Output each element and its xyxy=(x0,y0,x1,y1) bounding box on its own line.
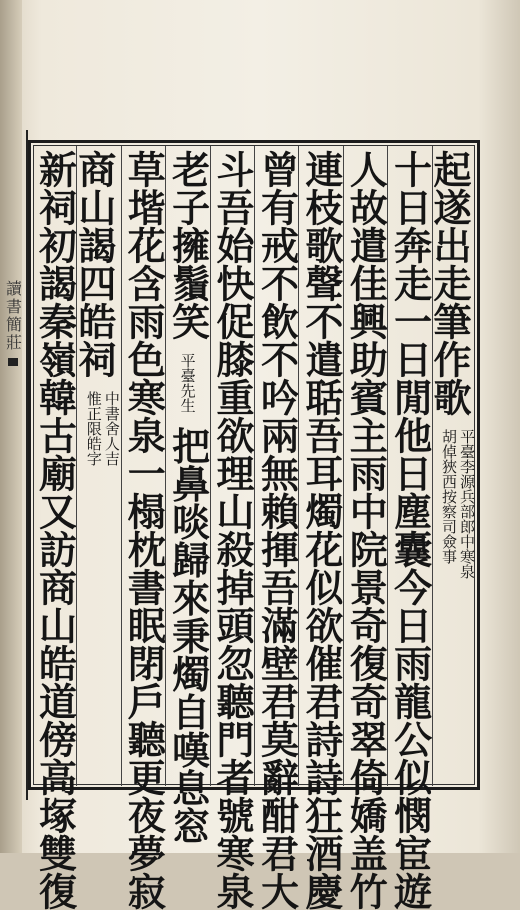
column-main-text: 起遂出走筆作歌 xyxy=(427,150,472,416)
column-main-text: 曾有戒不飲不吟兩無賴揮吾滿壁君莫辭酣君大 xyxy=(254,150,300,910)
text-column-6 xyxy=(210,146,256,910)
text-column-5 xyxy=(254,146,300,910)
column-main-text: 新祠初謁秦嶺韓古廟又訪商山皓道傍高塚雙復 xyxy=(32,150,78,910)
block-center-margin xyxy=(0,130,28,800)
note-line: 惟正限皓字 xyxy=(84,391,103,467)
interlinear-note xyxy=(440,429,476,579)
interlinear-note xyxy=(179,353,197,413)
fish-tail-mark xyxy=(8,358,18,366)
text-column-4 xyxy=(298,146,344,910)
column-main-text: 斗吾始快促膝重欲理山殺掉頭忽聽門者號寒泉 xyxy=(210,150,256,910)
spine-title: 讀書簡莊 xyxy=(3,280,23,352)
text-block xyxy=(32,146,476,910)
column-main-text: 十日奔走一日閒他日塵囊今日雨龍公似憫宦遊 xyxy=(387,150,433,910)
text-column-10 xyxy=(32,146,78,910)
column-main-text: 人故遣佳興助賓主雨中院景奇復奇翠倚嬌盖竹 xyxy=(343,150,389,910)
text-column-8 xyxy=(121,146,167,910)
note-line: 中書舍人吉 xyxy=(102,391,121,467)
note-line: 胡倬狹西按察司僉事 xyxy=(440,429,458,565)
note-line: 平臺李源兵部郎中寒泉 xyxy=(458,429,476,580)
column-main-text: 把鼻啖歸來秉燭自嘆息窓 xyxy=(165,426,211,845)
text-column-2 xyxy=(387,146,433,910)
column-main-text: 連枝歌聲不遣聒吾耳燭花似欲催君詩詩狂酒慶 xyxy=(298,150,344,910)
column-main-text: 老子擁鬚笑 xyxy=(165,150,211,340)
column-main-text: 草堦花含雨色寒泉一榻枕書眠閉戶聽更夜夢寂 xyxy=(121,150,167,910)
note-line: 平臺先生 xyxy=(178,353,197,414)
interlinear-note xyxy=(85,391,121,466)
text-column-1 xyxy=(427,146,476,786)
text-column-7 xyxy=(165,146,211,845)
text-column-9 xyxy=(71,146,121,786)
column-main-text: 商山謁四皓祠 xyxy=(71,150,117,378)
text-column-3 xyxy=(343,146,389,910)
